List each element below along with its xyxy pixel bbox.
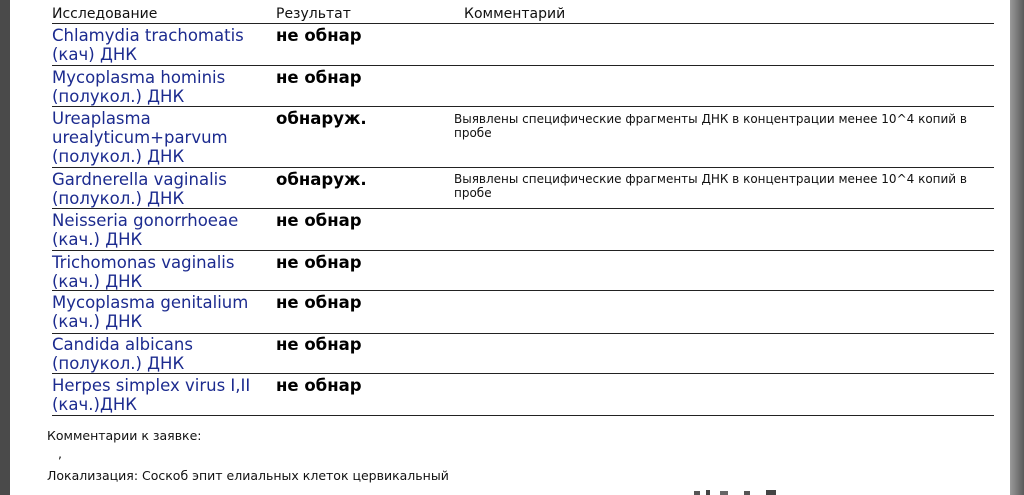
- test-name: Herpes simplex virus I,II (кач.)ДНК: [52, 376, 251, 414]
- test-comment: Выявлены специфические фрагменты ДНК в концентрации менее 10^4 копий в пробе: [454, 112, 967, 140]
- row-divider: [52, 250, 994, 251]
- test-result: не обнар: [276, 26, 362, 45]
- request-comments-label: Комментарии к заявке:: [47, 428, 202, 443]
- test-name: Ureaplasma urealyticum+parvum (полукол.) ДНК: [52, 109, 228, 166]
- row-divider: [52, 290, 994, 291]
- test-result: не обнар: [276, 211, 362, 230]
- header-result: Результат: [276, 6, 351, 22]
- row-divider: [52, 333, 994, 334]
- header-comment: Комментарий: [464, 6, 566, 22]
- lab-report-page: [10, 0, 1010, 495]
- test-name: Candida albicans (полукол.) ДНК: [52, 335, 193, 373]
- page-shadow: [1010, 0, 1024, 495]
- test-result: обнаруж.: [276, 109, 367, 128]
- row-divider: [52, 373, 994, 374]
- test-name: Gardnerella vaginalis (полукол.) ДНК: [52, 170, 227, 208]
- row-divider: [52, 208, 994, 209]
- header-divider: [52, 23, 994, 24]
- cut-off-text-marks: [694, 489, 784, 495]
- test-result: не обнар: [276, 253, 362, 272]
- test-comment: Выявлены специфические фрагменты ДНК в концентрации менее 10^4 копий в пробе: [454, 172, 967, 200]
- test-result: не обнар: [276, 68, 362, 87]
- test-name: Chlamydia trachomatis (кач) ДНК: [52, 26, 244, 64]
- test-name: Mycoplasma genitalium (кач.) ДНК: [52, 293, 249, 331]
- header-test: Исследование: [52, 6, 158, 22]
- row-divider: [52, 65, 994, 66]
- comments-comma: ,: [58, 446, 62, 461]
- test-name: Trichomonas vaginalis (кач.) ДНК: [52, 253, 235, 291]
- test-result: не обнар: [276, 335, 362, 354]
- test-name: Neisseria gonorrhoeae (кач.) ДНК: [52, 211, 239, 249]
- row-divider: [52, 106, 994, 107]
- test-result: не обнар: [276, 293, 362, 312]
- test-result: не обнар: [276, 376, 362, 395]
- row-divider: [52, 167, 994, 168]
- row-divider: [52, 415, 994, 416]
- test-name: Mycoplasma hominis (полукол.) ДНК: [52, 68, 226, 106]
- localization-line: Локализация: Соскоб эпит елиальных клеток цервикальный: [47, 468, 449, 483]
- test-result: обнаруж.: [276, 170, 367, 189]
